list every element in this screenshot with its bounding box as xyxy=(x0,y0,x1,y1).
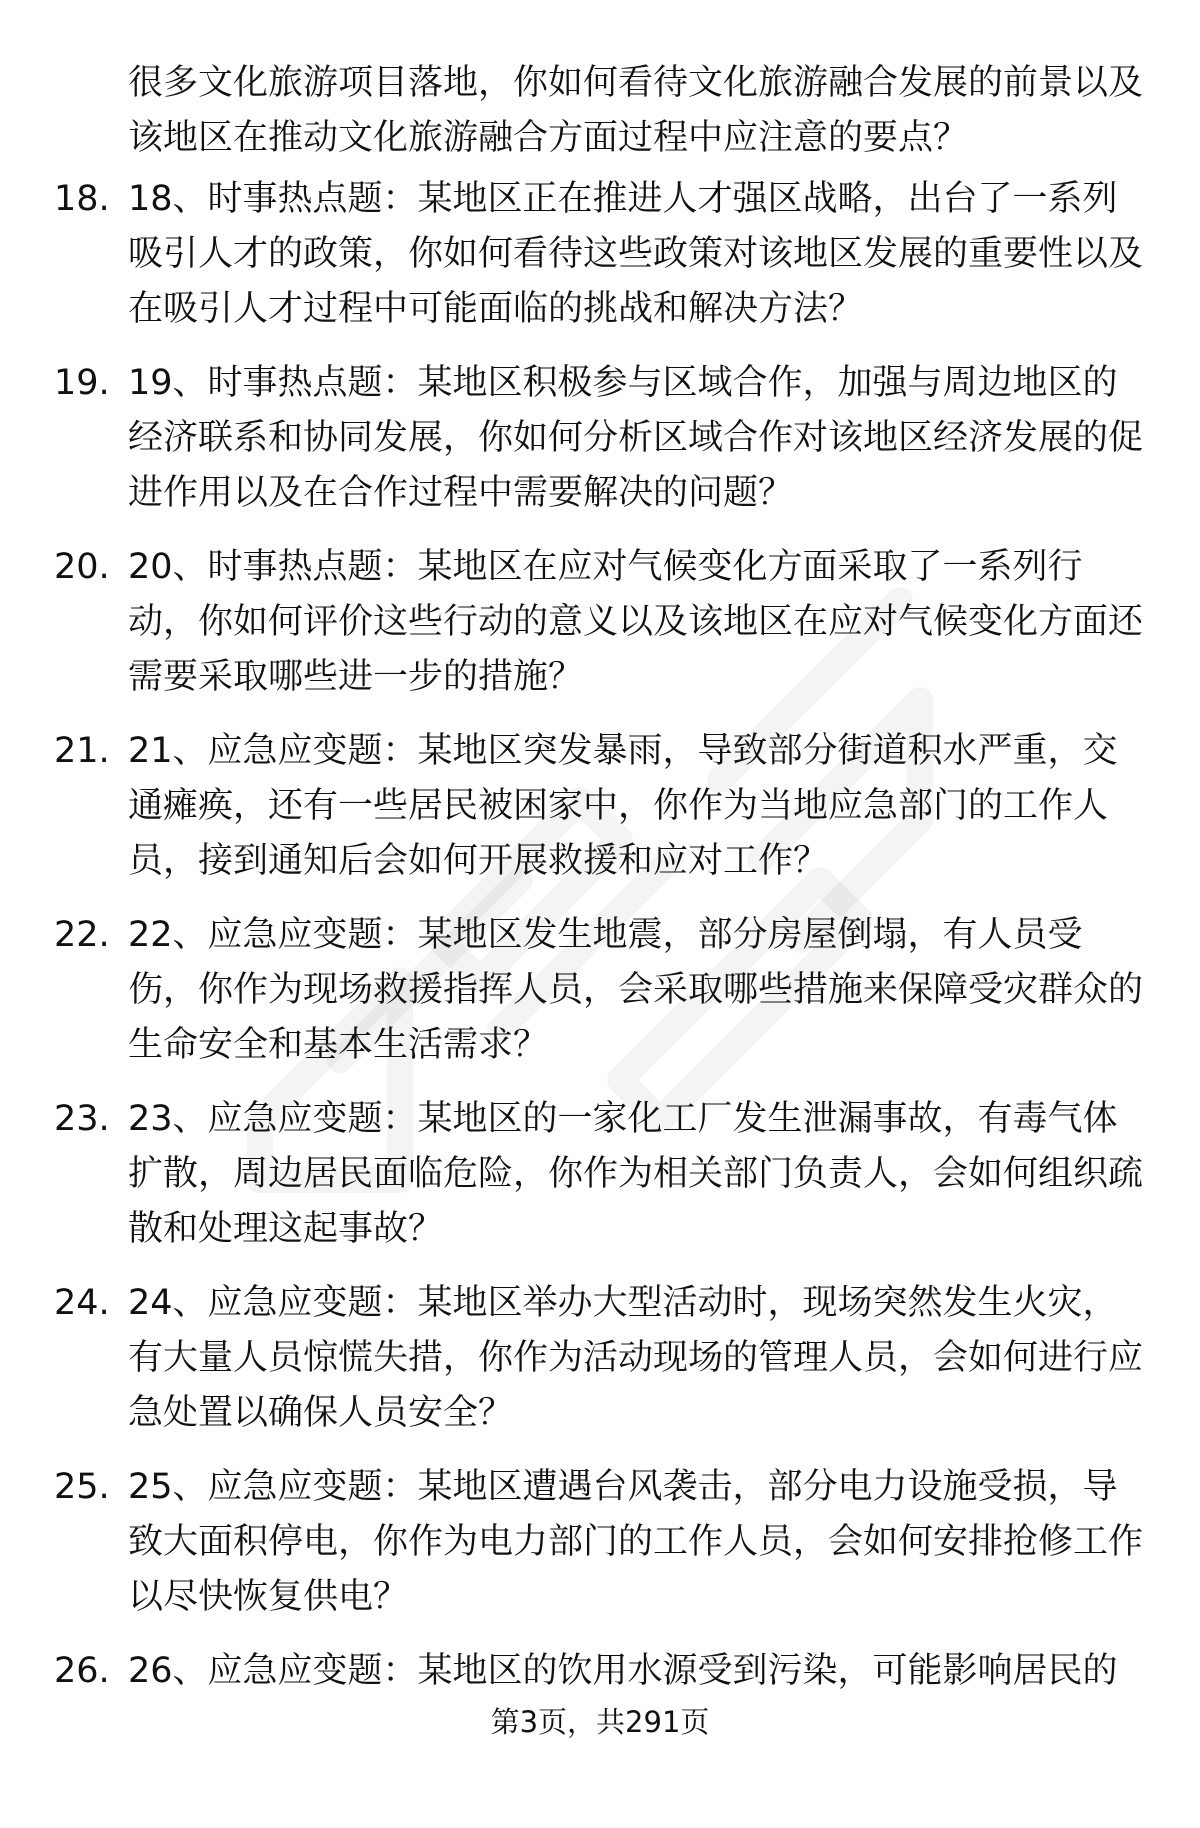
item-number: 22. xyxy=(54,915,110,955)
list-item xyxy=(0,1460,1200,1644)
item-number: 19. xyxy=(54,363,110,403)
item-number: 23. xyxy=(54,1099,110,1139)
item-number: 24. xyxy=(54,1283,110,1323)
item-number: 20. xyxy=(54,547,110,587)
item-number: 26. xyxy=(54,1651,110,1691)
item-text: 21、应急应变题：某地区突发暴雨，导致部分街道积水严重，交通瘫痪，还有一些居民被困家中，你作为当地应急部门的工作人员，接到通知后会如何开展救援和应对工作？ xyxy=(128,731,1118,881)
item-number: 25. xyxy=(54,1467,110,1507)
item-text: 18、时事热点题：某地区正在推进人才强区战略，出台了一系列吸引人才的政策，你如何看待这些政策对该地区发展的重要性以及在吸引人才过程中可能面临的挑战和解决方法？ xyxy=(128,179,1144,329)
list-item xyxy=(0,724,1200,908)
item-text: 25、应急应变题：某地区遭遇台风袭击，部分电力设施受损，导致大面积停电，你作为电力部门的工作人员，会如何安排抢修工作以尽快恢复供电？ xyxy=(128,1467,1144,1617)
list-item xyxy=(0,908,1200,1092)
item-text: 20、时事热点题：某地区在应对气候变化方面采取了一系列行动，你如何评价这些行动的意义以及该地区在应对气候变化方面还需要采取哪些进一步的措施？ xyxy=(128,547,1144,697)
item-text: 26、应急应变题：某地区的饮用水源受到污染，可能影响居民的 xyxy=(128,1651,1118,1691)
item-text: 19、时事热点题：某地区积极参与区域合作，加强与周边地区的经济联系和协同发展，你如何分析区域合作对该地区经济发展的促进作用以及在合作过程中需要解决的问题？ xyxy=(128,363,1144,513)
item-text: 23、应急应变题：某地区的一家化工厂发生泄漏事故，有毒气体扩散，周边居民面临危险，你作为相关部门负责人，会如何组织疏散和处理这起事故？ xyxy=(128,1099,1144,1249)
item-number: 21. xyxy=(54,731,110,771)
item-number: 18. xyxy=(54,179,110,219)
item-text: 22、应急应变题：某地区发生地震，部分房屋倒塌，有人员受伤，你作为现场救援指挥人员，会采取哪些措施来保障受灾群众的生命安全和基本生活需求？ xyxy=(128,915,1144,1065)
question-list xyxy=(0,172,1200,1828)
list-item xyxy=(0,1276,1200,1460)
page-number-footer: 第3页，共291页 xyxy=(490,1705,710,1739)
list-item xyxy=(0,356,1200,540)
list-item xyxy=(0,540,1200,724)
continued-question-text: 很多文化旅游项目落地，你如何看待文化旅游融合发展的前景以及该地区在推动文化旅游融合方面过程中应注意的要点？ xyxy=(128,63,1144,158)
list-item xyxy=(0,1092,1200,1276)
item-text: 24、应急应变题：某地区举办大型活动时，现场突然发生火灾，有大量人员惊慌失措，你作为活动现场的管理人员，会如何进行应急处置以确保人员安全？ xyxy=(128,1283,1144,1433)
list-item xyxy=(0,172,1200,356)
